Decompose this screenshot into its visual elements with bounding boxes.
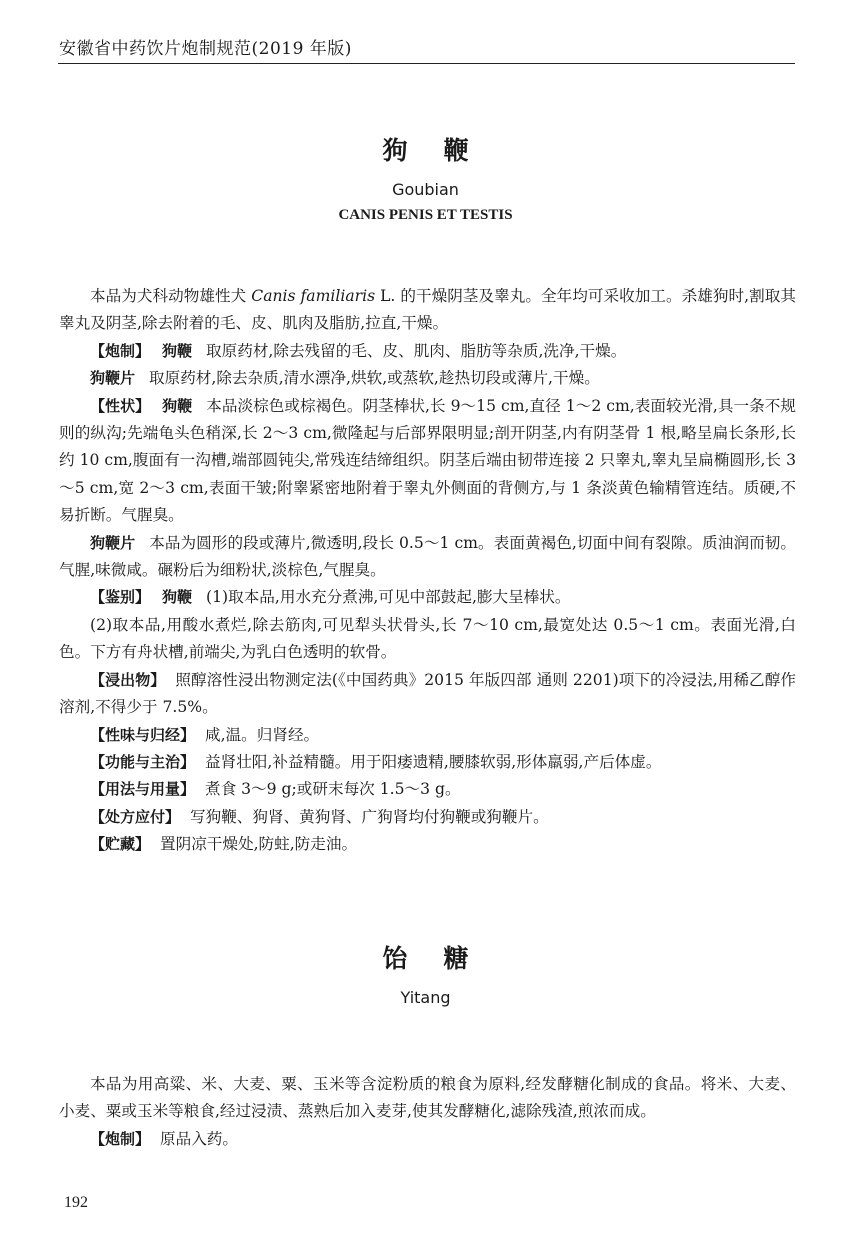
section-xingzhuang <box>59 393 796 530</box>
intro-text: 本品为犬科动物雄性犬 <box>90 287 252 305</box>
section-tag: 【浸出物】 <box>90 670 166 689</box>
entry-title: 饴糖 <box>382 944 505 973</box>
section-text: 取原药材,除去杂质,清水漂净,烘软,或蒸软,趁热切段或薄片,干燥。 <box>149 369 600 388</box>
section-xingwei <box>59 722 796 749</box>
section-text: 咸,温。归肾经。 <box>205 725 320 744</box>
section-jinchu <box>59 667 796 722</box>
section-tag: 【性味与归经】 <box>90 725 196 744</box>
intro-paragraph: 本品为用高粱、米、大麦、粟、玉米等含淀粉质的粮食为原料,经发酵糖化制成的食品。将米、大麦、小麦、粟或玉米等粮食,经过浸渍、蒸熟后加入麦芽,使其发酵糖化,滤除残渣,煎浓而成。 <box>59 1075 796 1121</box>
section-sub: 狗鞭片 <box>90 369 136 388</box>
section-text: 写狗鞭、狗肾、黄狗肾、广狗肾均付狗鞭或狗鞭片。 <box>190 807 549 826</box>
section-paozhi <box>59 338 796 365</box>
section-tag: 【贮藏】 <box>90 835 151 854</box>
entry-title: 狗鞭 <box>382 136 505 165</box>
section-text: 本品淡棕色或棕褐色。阴茎棒状,长 9～15 cm,直径 1～2 cm,表面较光滑,具一条不规则的纵沟;先端龟头色稍深,长 2～3 cm,微隆起与后部界限明显;剖开阴茎,内有阴茎骨 1 根,略呈扁长条形,长约 10 cm,腹面有一沟槽,端部圆钝尖,常残连结缔组织。阴茎后端由韧带连接 2 只睾丸,睾丸呈扁椭圆形,长 3～5 cm,宽 2～3 cm,表面干皱;附睾紧密地附着于睾丸外侧面的背侧方,与 1 条淡黄色输精管连结。质硬,不易折断。气腥臭。 <box>59 396 796 525</box>
entry-latin-name: CANIS PENIS ET TESTIS <box>338 207 513 223</box>
section-tag: 【炮制】 <box>90 341 151 360</box>
section-text: 取原药材,除去残留的毛、皮、肌肉、脂肪等杂质,洗净,干燥。 <box>206 341 627 360</box>
entry-pinyin: Goubian <box>392 180 459 199</box>
section-xingzhuang-pian <box>59 530 796 585</box>
section-tag: 【性状】 <box>90 396 151 415</box>
section-sub: 狗鞭 <box>162 396 193 415</box>
section-jianbie-2: (2)取本品,用酸水煮烂,除去筋肉,可见犁头状骨头,长 7～10 cm,最宽处达 0.5～1 cm。表面光滑,白色。下方有舟状槽,前端尖,为乳白色透明的软骨。 <box>59 615 796 662</box>
section-tag: 【功能与主治】 <box>90 752 196 771</box>
section-gongneng <box>59 749 796 776</box>
intro-paragraph <box>59 283 796 338</box>
entry-body <box>59 1071 796 1153</box>
section-tag: 【鉴别】 <box>90 588 151 607</box>
section-text: 本品为圆形的段或薄片,微透明,段长 0.5～1 cm。表面黄褐色,切面中间有裂隙。质油润而韧。气腥,味微咸。碾粉后为细粉状,淡棕色,气腥臭。 <box>59 533 796 580</box>
section-yongfa <box>59 776 796 803</box>
section-jianbie <box>59 584 796 611</box>
section-text: 照醇溶性浸出物测定法(《中国药典》2015 年版四部 通则 2201)项下的冷浸法,用稀乙醇作溶剂,不得少于 7.5%。 <box>59 670 796 717</box>
entry-body <box>59 283 796 859</box>
section-chufang <box>59 804 796 831</box>
species-name: Canis familiaris <box>251 287 376 305</box>
section-text: 置阴凉干燥处,防蛀,防走油。 <box>160 835 358 854</box>
section-text: 煮食 3～9 g;或研末每次 1.5～3 g。 <box>205 780 461 799</box>
section-sub: 狗鞭 <box>162 588 193 607</box>
running-header: 安徽省中药饮片炮制规范(2019 年版) <box>59 39 352 59</box>
section-sub: 狗鞭片 <box>90 533 136 552</box>
section-text: (1)取本品,用水充分煮沸,可见中部鼓起,膨大呈棒状。 <box>206 588 571 607</box>
section-paozhi <box>59 1126 796 1153</box>
page-number: 192 <box>64 1194 88 1211</box>
section-paozhi-pian <box>59 365 796 392</box>
section-tag: 【处方应付】 <box>90 807 181 826</box>
section-tag: 【用法与用量】 <box>90 780 196 799</box>
section-text: 原品入药。 <box>160 1129 238 1148</box>
intro-text: L. 的干燥阴茎及睾丸。全年均可采收加工。杀雄狗时,割取其睾丸及阴茎,除去附着的毛、皮、肌肉及脂肪,拉直,干燥。 <box>59 287 796 333</box>
entry-pinyin: Yitang <box>400 988 451 1007</box>
section-tag: 【炮制】 <box>90 1129 151 1148</box>
section-sub: 狗鞭 <box>162 341 193 360</box>
header-rule <box>58 63 795 64</box>
section-text: 益肾壮阳,补益精髓。用于阳痿遗精,腰膝软弱,形体羸弱,产后体虚。 <box>205 752 662 771</box>
section-zhucang <box>59 831 796 858</box>
